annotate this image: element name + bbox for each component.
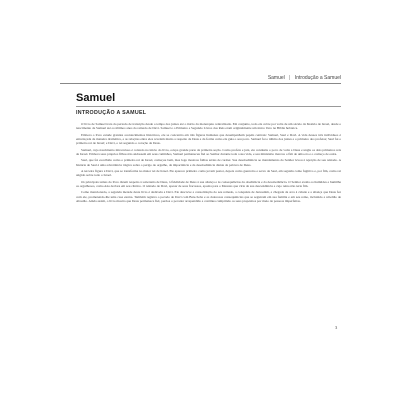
paragraph: Como mencionado, a segunda metade deste livro é dedicada a Davi. Ele descreve a consolidação do seu reinado, a conquista de Jerusalém, a chegada da arca à cidade e a aliança que Deus fez com ele, prometendo-lhe uma casa eterna. Também registra o pecado de Davi com Bate-Seba e as dolorosas consequências que se seguiram em sua família e em seu reino, incluindo a rebelião de Absalão. Ainda assim, o livro mostra que Deus permanece fiel, perdoa o pecador arrependido e continua cumprindo os seus propósitos por meio de pessoas imperfeitas.: [76, 190, 341, 203]
page-title: Samuel: [76, 92, 116, 104]
running-header: [60, 75, 341, 84]
section-subtitle: INTRODUÇÃO A SAMUEL: [76, 110, 147, 116]
header-section: Introdução a Samuel: [294, 75, 341, 81]
title-divider: [76, 106, 341, 107]
header-book: Samuel: [267, 75, 285, 81]
paragraph: Embora o livro estude grandes acontecimentos históricos, ele se concentra em três figuras humanas que desempenham papéis centrais: Samuel, Saul e Davi. A vida desses três indivíduos é entrelaçada de maneira dramática, e as relações entre eles revelam muito a respeito de Deus e da forma como ele guia o seu povo. Samuel foi o último dos juízes e o primeiro dos profetas; Saul foi o primeiro rei de Israel; e Davi, o rei segundo o coração de Deus.: [76, 132, 341, 146]
paragraph: Saul, que foi escolhido como o primeiro rei de Israel, começou bem, mas logo mostrou falhas sérias de caráter. Sua desobediência ao mandamento do Senhor levou à rejeição de seu reinado. A história de Saul é uma advertência trágica sobre o perigo do orgulho, da impaciência e da desobediência diante da palavra de Deus.: [76, 158, 341, 167]
paragraph: Os principais temas do livro dizem respeito à soberania de Deus, à fidelidade de Deus à sua aliança e às consequências da obediência e da desobediência. O Senhor exalta os humildes e humilha os orgulhosos, como Ana declara em seu cântico. O reinado de Davi, apesar de seus fracassos, aponta para o Messias que viria da sua descendência e cujo reino não teria fim.: [76, 179, 341, 188]
body-text: [76, 122, 341, 205]
paragraph: Samuel, cujo nascimento miraculoso é contado no início do livro, ocupa grande parte da primeira seção. Como profeta e juiz, ele conduziu o povo de volta a Deus e ungiu os dois primeiros reis de Israel. Embora seus próprios filhos não andassem em seus caminhos, Samuel permaneceu fiel ao Senhor durante toda a sua vida, e seu ministério marcou o fim de uma era e o começo de outra.: [76, 147, 341, 156]
paragraph: O livro de Samuel trata do período de transição desde o tempo dos juízes até o início da monarquia centralizada. Em conjunto, todo ele cobre por volta de um século da história de Israel, desde o nascimento de Samuel até os últimos anos do reinado de Davi. Samuel e o Primeiro e Segundo Livros dos Reis eram originalmente um único livro na Bíblia hebraica.: [76, 122, 341, 131]
page-number: 3: [335, 325, 338, 330]
paragraph: A terceira figura é Davi, que se transforma no maior rei de Israel. Ele aparece primeiro como jovem pastor, depois como guerreiro e servo de Saul, em seguida como fugitivo e, por fim, como rei ungido sobre todo o Israel.: [76, 169, 341, 178]
header-separator: |: [289, 75, 291, 81]
